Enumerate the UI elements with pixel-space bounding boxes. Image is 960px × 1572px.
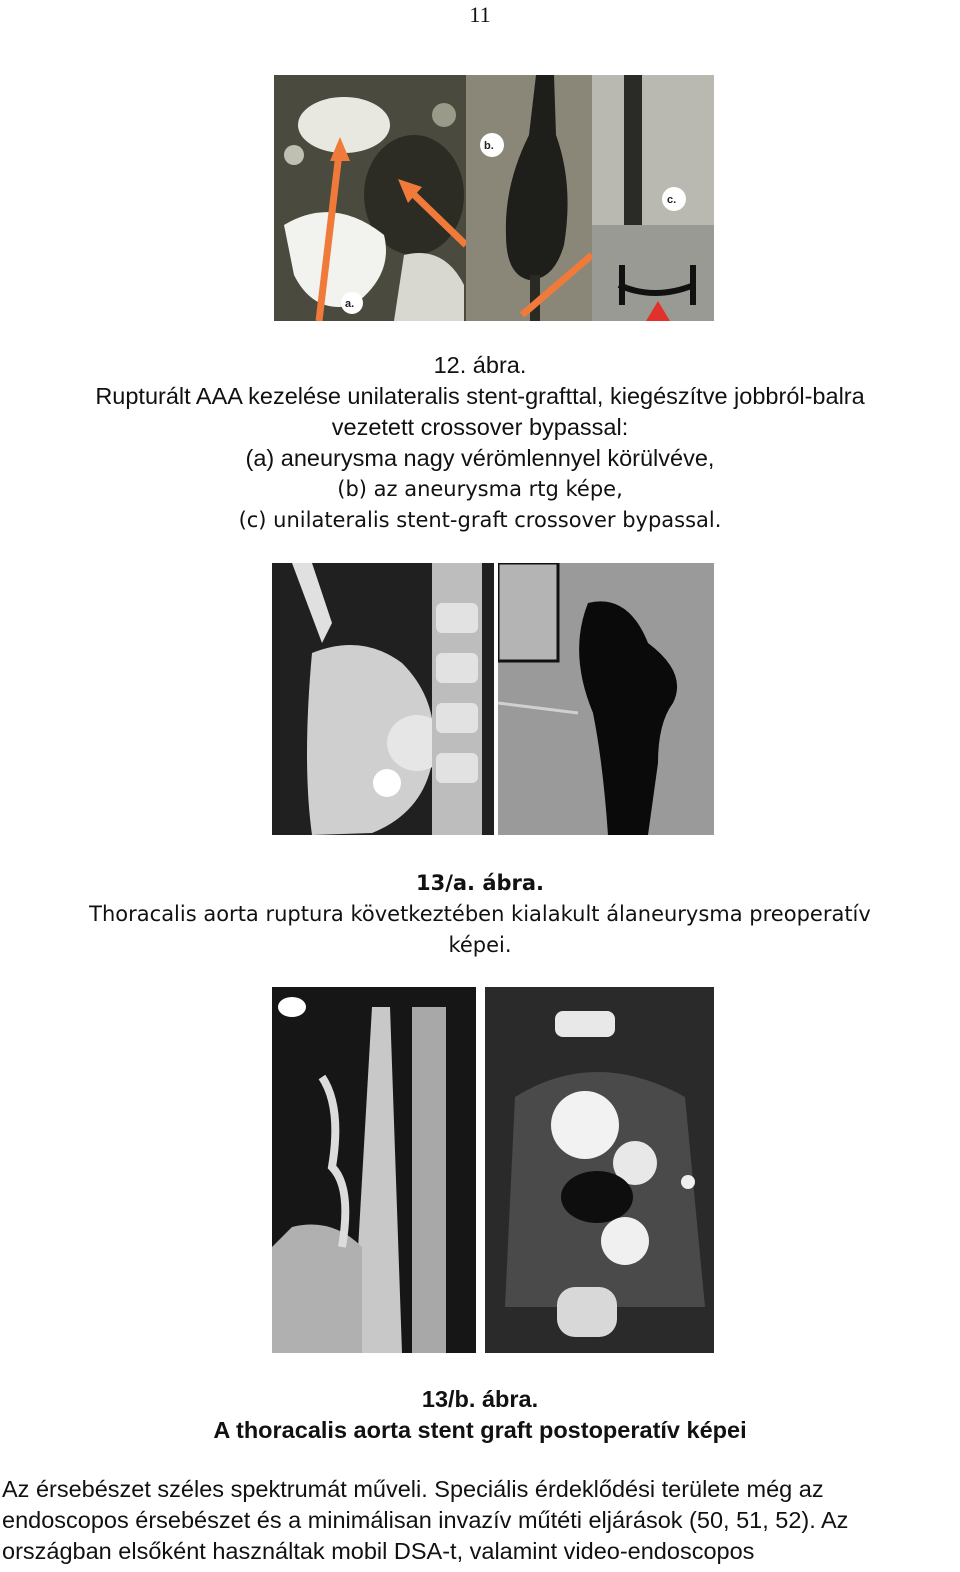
figure-12-caption-line: (a) aneurysma nagy vérömlennyel körülvéve, bbox=[245, 445, 715, 471]
figure-13b-caption bbox=[0, 1384, 960, 1446]
body-line: endoscopos érsebészet és a minimálisan invazív műtéti eljárások (50, 51, 52). Az bbox=[2, 1507, 849, 1533]
body-line: országban elsőként használtak mobil DSA-t, valamint video-endoscopos bbox=[2, 1538, 755, 1564]
panel-a-label: a. bbox=[345, 298, 355, 310]
ascending-aorta bbox=[551, 1091, 619, 1159]
figure-12-caption bbox=[0, 350, 960, 536]
figure-12-caption-line: vezetett crossover bypassal: bbox=[331, 414, 629, 440]
figure-12-caption-line: (c) unilateralis stent-graft crossover bypassal. bbox=[238, 508, 722, 532]
figure-13a-caption-line: Thoracalis aorta ruptura következtében kialakult álaneurysma preoperatív bbox=[89, 902, 871, 926]
panel-c-label: c. bbox=[667, 194, 677, 206]
figure-12-svg bbox=[274, 75, 714, 321]
figure-13a-right-svg bbox=[498, 563, 714, 835]
figure-13a-caption bbox=[0, 868, 960, 961]
figure-13b-number: 13/b. ábra. bbox=[421, 1386, 539, 1412]
figure-13a-left-image bbox=[272, 563, 494, 835]
figure-12-number: 12. ábra. bbox=[433, 352, 527, 378]
figure-13b-left-svg bbox=[272, 987, 476, 1353]
figure-12-caption-line: (b) az aneurysma rtg képe, bbox=[337, 477, 623, 501]
figure-13a-right-image bbox=[498, 563, 714, 835]
figure-13b-right-image bbox=[485, 987, 714, 1353]
figure-13b-left-image bbox=[272, 987, 476, 1353]
figure-13a-left-svg bbox=[272, 563, 494, 835]
figure-13b-caption-line: A thoracalis aorta stent graft postoperatív képei bbox=[213, 1417, 747, 1443]
figure-13b-right-svg bbox=[485, 987, 714, 1353]
body-paragraph bbox=[2, 1474, 952, 1567]
panel-b-label: b. bbox=[484, 140, 494, 152]
aneurysm-lumen bbox=[298, 97, 390, 153]
descending-aorta-stent bbox=[601, 1217, 649, 1265]
figure-13a-number: 13/a. ábra. bbox=[415, 871, 545, 895]
figure-12-image bbox=[274, 75, 714, 321]
figure-13a-caption-line: képei. bbox=[448, 933, 512, 957]
figure-12-caption-line: Rupturált AAA kezelése unilateralis stent-grafttal, kiegészítve jobbról-balra bbox=[95, 383, 865, 409]
page-number: 11 bbox=[469, 2, 491, 27]
body-line: Az érsebészet széles spektrumát műveli. Speciális érdeklődési területe még az bbox=[2, 1476, 824, 1502]
